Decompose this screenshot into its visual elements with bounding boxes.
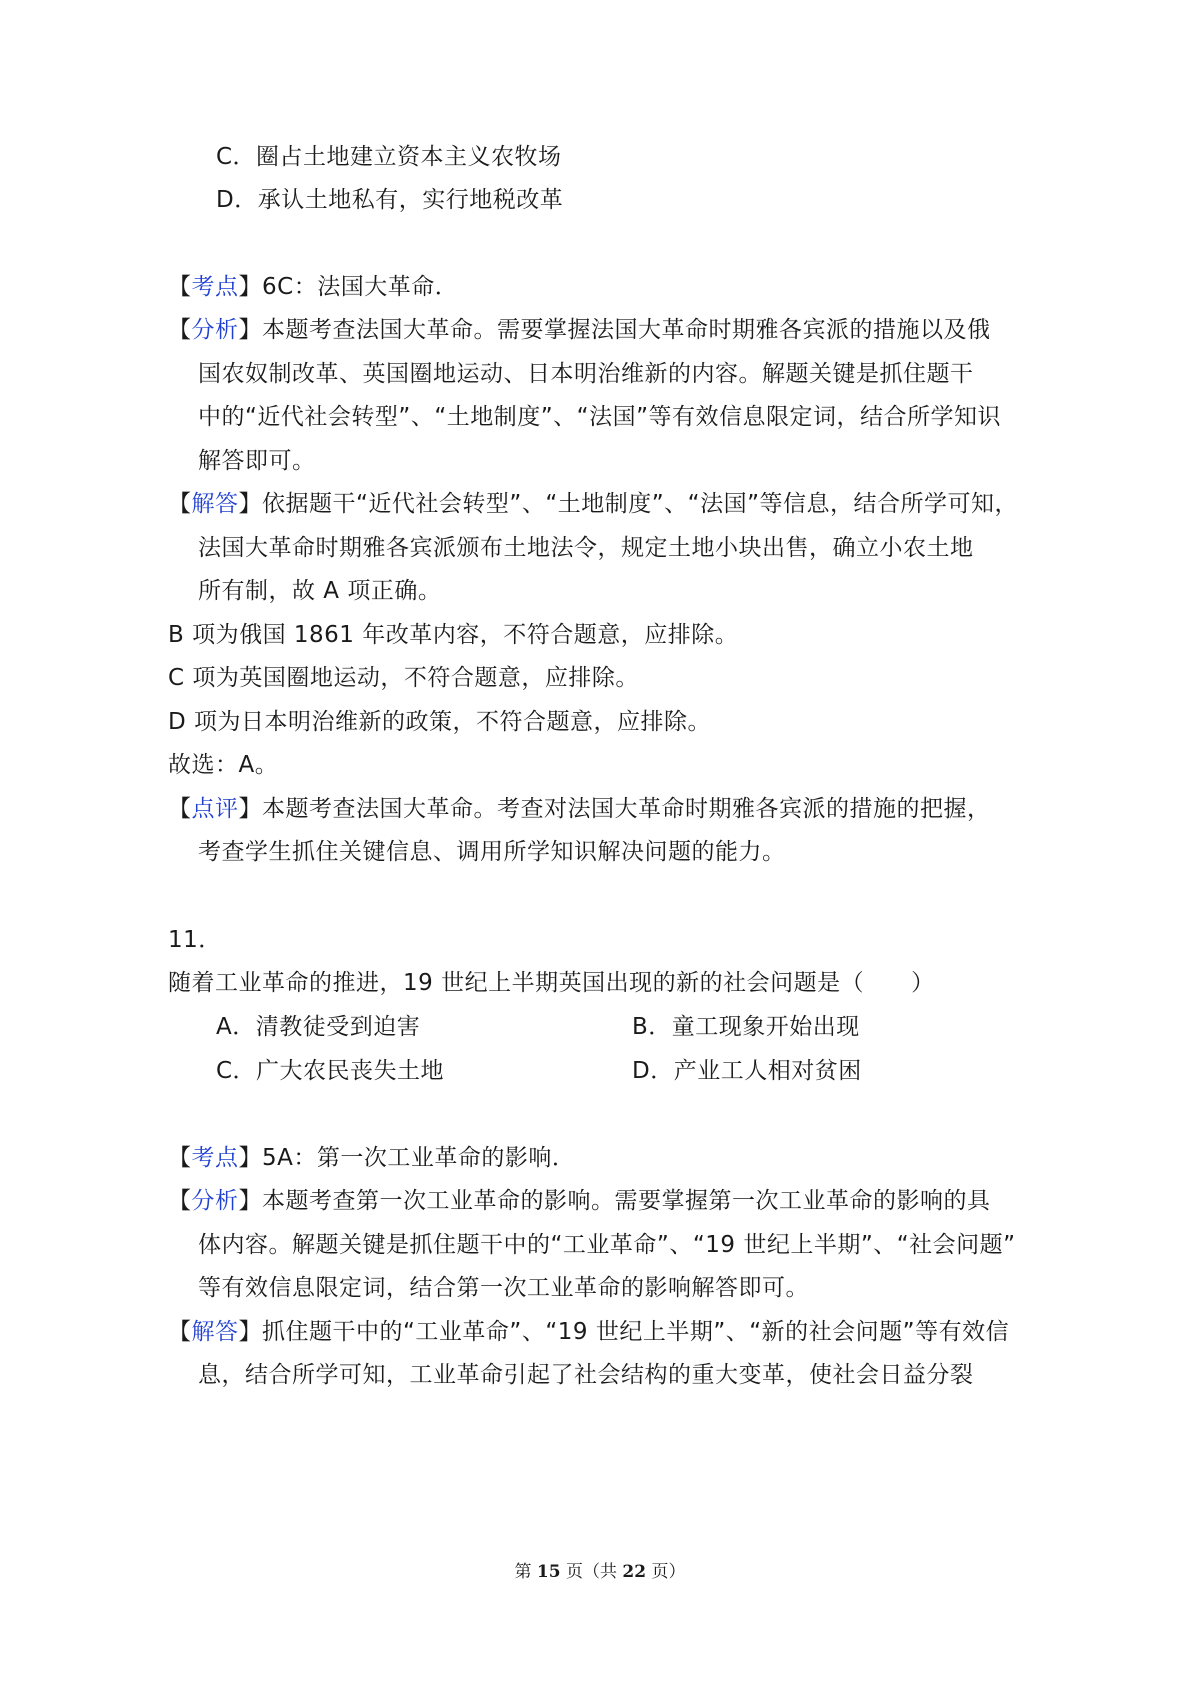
option-c: C．圈占土地建立资本主义农牧场 xyxy=(216,144,562,170)
jieda-line-1-q11: 【解答】抓住题干中的“工业革命”、“19 世纪上半期”、“新的社会问题”等有效信 xyxy=(168,1319,1010,1345)
kaodian-line-q11 xyxy=(168,1143,575,1173)
jieda-line-1: 【解答】依据题干“近代社会转型”、“土地制度”、“法国”等信息，结合所学可知， xyxy=(168,491,1018,517)
page-number: 15 xyxy=(536,1562,561,1582)
exclusion-d: D 项为日本明治维新的政策，不符合题意，应排除。 xyxy=(168,709,712,735)
kaodian-tag: 【考点】 xyxy=(168,1145,262,1171)
dianping-line-2: 考查学生抓住关键信息、调用所学知识解决问题的能力。 xyxy=(198,839,786,865)
fenxi-tag: 【分析】 xyxy=(168,1188,262,1214)
dianping-tag: 【点评】 xyxy=(168,796,262,822)
page-footer: 第 15 页（共 22 页） xyxy=(514,1562,686,1582)
answer-line: 故选：A。 xyxy=(168,752,279,778)
exclusion-c: C 项为英国圈地运动，不符合题意，应排除。 xyxy=(168,665,639,691)
kaodian-line xyxy=(168,272,458,302)
kaodian-tag: 【考点】 xyxy=(168,274,262,300)
question-stem: 随着工业革命的推进，19 世纪上半期英国出现的新的社会问题是（ ） xyxy=(168,970,935,996)
jieda-line-3: 所有制，故 A 项正确。 xyxy=(198,578,442,604)
fenxi-line-2-q11: 体内容。解题关键是抓住题干中的“工业革命”、“19 世纪上半期”、“社会问题” xyxy=(198,1232,1016,1258)
exclusion-b: B 项为俄国 1861 年改革内容，不符合题意，应排除。 xyxy=(168,622,739,648)
option-b: B．童工现象开始出现 xyxy=(632,1014,860,1040)
fenxi-line-2: 国农奴制改革、英国圈地运动、日本明治维新的内容。解题关键是抓住题干 xyxy=(198,361,974,387)
jieda-tag: 【解答】 xyxy=(168,1319,262,1345)
option-c-q11: C．广大农民丧失土地 xyxy=(216,1058,445,1084)
fenxi-line-3: 中的“近代社会转型”、“土地制度”、“法国”等有效信息限定词，结合所学知识 xyxy=(198,404,1001,430)
jieda-tag: 【解答】 xyxy=(168,491,262,517)
option-d-q11: D．产业工人相对贫困 xyxy=(632,1058,862,1084)
fenxi-line-1-q11: 【分析】本题考查第一次工业革命的影响。需要掌握第一次工业革命的影响的具 xyxy=(168,1188,991,1214)
fenxi-line-1: 【分析】本题考查法国大革命。需要掌握法国大革命时期雅各宾派的措施以及俄 xyxy=(168,317,991,343)
fenxi-line-4: 解答即可。 xyxy=(198,448,316,474)
kaodian-text: 6C：法国大革命． xyxy=(262,274,459,300)
kaodian-text: 5A：第一次工业革命的影响． xyxy=(262,1145,576,1171)
page-total: 22 xyxy=(622,1562,647,1582)
fenxi-line-3-q11: 等有效信息限定词，结合第一次工业革命的影响解答即可。 xyxy=(198,1275,809,1301)
jieda-line-2: 法国大革命时期雅各宾派颁布土地法令，规定土地小块出售，确立小农土地 xyxy=(198,535,974,561)
dianping-line-1: 【点评】本题考查法国大革命。考查对法国大革命时期雅各宾派的措施的把握， xyxy=(168,796,991,822)
jieda-line-2-q11: 息，结合所学可知，工业革命引起了社会结构的重大变革，使社会日益分裂 xyxy=(198,1362,974,1388)
option-a: A．清教徒受到迫害 xyxy=(216,1014,421,1040)
fenxi-tag: 【分析】 xyxy=(168,317,262,343)
question-number: 11． xyxy=(168,927,222,953)
option-d: D．承认土地私有，实行地税改革 xyxy=(216,187,564,213)
